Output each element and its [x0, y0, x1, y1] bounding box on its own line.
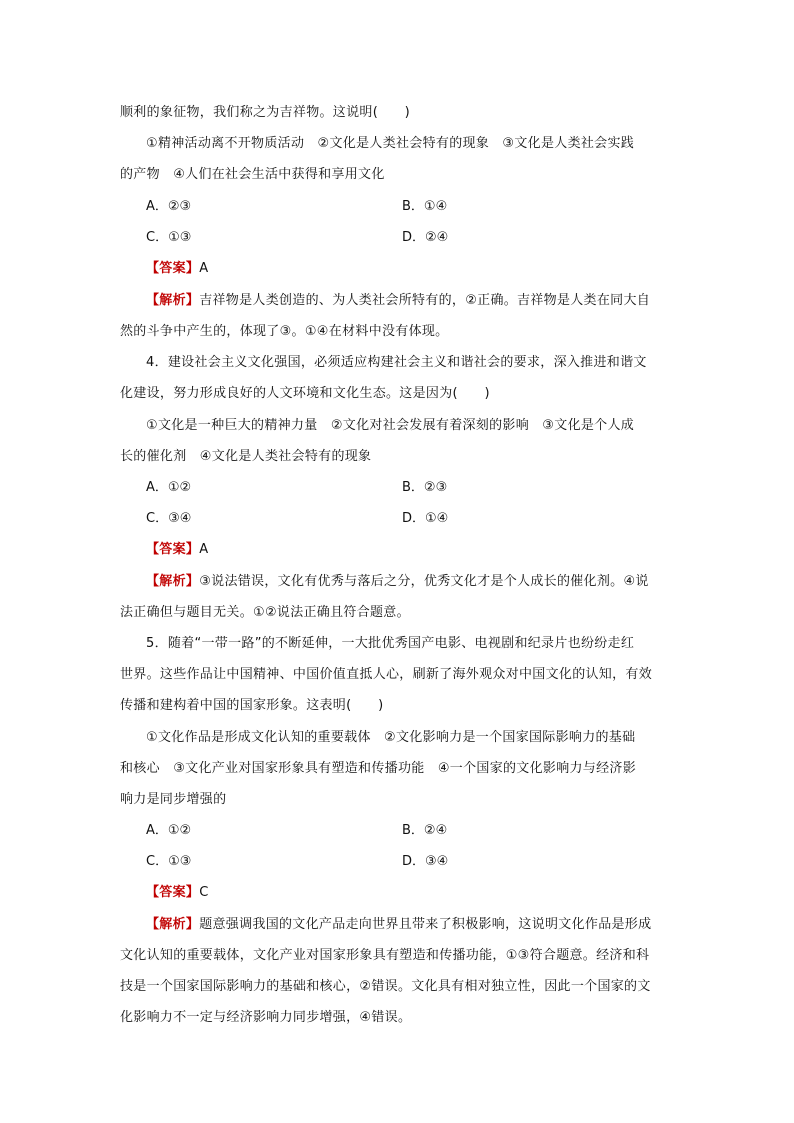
answer-label: 【答案】	[146, 261, 200, 276]
analysis-label: 【解析】	[146, 917, 200, 932]
q3-option-d: D．②④	[402, 230, 449, 245]
q3-option-c: C．①③	[146, 230, 192, 245]
q5-stem-line-1: 5．随着“一带一路”的不断延伸，一大批优秀国产电影、电视剧和纪录片也纷纷走红	[146, 636, 635, 651]
q5-option-d: D．③④	[402, 854, 449, 869]
q4-answer	[146, 541, 702, 559]
q5-option-c: C．①③	[146, 854, 192, 869]
q5-statements-line-1: ①文化作品是形成文化认知的重要载体 ②文化影响力是一个国家国际影响力的基础	[146, 730, 636, 745]
answer-value: C	[199, 885, 209, 900]
q4-analysis-line-1	[146, 573, 702, 591]
answer-value: A	[199, 542, 209, 557]
q5-analysis-line-1	[146, 916, 702, 934]
q3-statements-line-1: ①精神活动离不开物质活动 ②文化是人类社会特有的现象 ③文化是人类社会实践	[146, 136, 635, 151]
answer-label: 【答案】	[146, 542, 200, 557]
q5-option-b: B．②④	[402, 823, 448, 838]
q5-analysis-line-4: 化影响力不一定与经济影响力同步增强，④错误。	[120, 1010, 412, 1025]
q3-option-a: A．②③	[146, 199, 192, 214]
q3-answer	[146, 260, 702, 278]
q3-statements-line-2: 的产物 ④人们在社会生活中获得和享用文化	[120, 167, 385, 182]
q3-analysis-line-2: 然的斗争中产生的，体现了③。①④在材料中没有体现。	[120, 324, 449, 339]
q5-answer	[146, 884, 702, 902]
q4-stem-line-1: 4．建设社会主义文化强国，必须适应构建社会主义和谐社会的要求，深入推进和谐文	[146, 355, 647, 370]
q4-option-a: A．①②	[146, 480, 192, 495]
analysis-label: 【解析】	[146, 574, 200, 589]
q4-option-b: B．②③	[402, 480, 448, 495]
q4-statements-line-1: ①文化是一种巨大的精神力量 ②文化对社会发展有着深刻的影响 ③文化是个人成	[146, 418, 635, 433]
q5-analysis-line-2: 文化认知的重要载体，文化产业对国家形象具有塑造和传播功能，①③符合题意。经济和科	[120, 948, 650, 963]
analysis-label: 【解析】	[146, 293, 200, 308]
analysis-text: 题意强调我国的文化产品走向世界且带来了积极影响，这说明文化作品是形成	[199, 917, 652, 932]
q3-analysis-line-1	[146, 292, 702, 310]
q5-stem-line-3: 传播和建构着中国的国家形象。这表明( )	[120, 698, 384, 713]
analysis-text: ③说法错误，文化有优秀与落后之分，优秀文化才是个人成长的催化剂。④说	[199, 574, 649, 589]
q4-statements-line-2: 长的催化剂 ④文化是人类社会特有的现象	[120, 449, 372, 464]
q5-analysis-line-3: 技是一个国家国际影响力的基础和核心，②错误。文化具有相对独立性，因此一个国家的文	[120, 979, 651, 994]
answer-label: 【答案】	[146, 885, 200, 900]
analysis-text: 吉祥物是人类创造的、为人类社会所特有的，②正确。吉祥物是人类在同大自	[199, 293, 651, 308]
q4-stem-line-2: 化建设，努力形成良好的人文环境和文化生态。这是因为( )	[120, 386, 490, 401]
q5-stem-line-2: 世界。这些作品让中国精神、中国价值直抵人心，刷新了海外观众对中国文化的认知，有效	[120, 667, 653, 682]
answer-value: A	[199, 261, 209, 276]
q5-option-a: A．①②	[146, 823, 192, 838]
q5-statements-line-3: 响力是同步增强的	[120, 792, 227, 807]
q4-analysis-line-2: 法正确但与题目无关。①②说法正确且符合题意。	[120, 605, 410, 620]
q3-option-b: B．①④	[402, 199, 448, 214]
q5-statements-line-2: 和核心 ③文化产业对国家形象具有塑造和传播功能 ④一个国家的文化影响力与经济影	[120, 761, 637, 776]
q4-option-c: C．③④	[146, 511, 192, 526]
q4-option-d: D．①④	[402, 511, 449, 526]
q3-stem: 顺利的象征物，我们称之为吉祥物。这说明( )	[120, 105, 411, 120]
